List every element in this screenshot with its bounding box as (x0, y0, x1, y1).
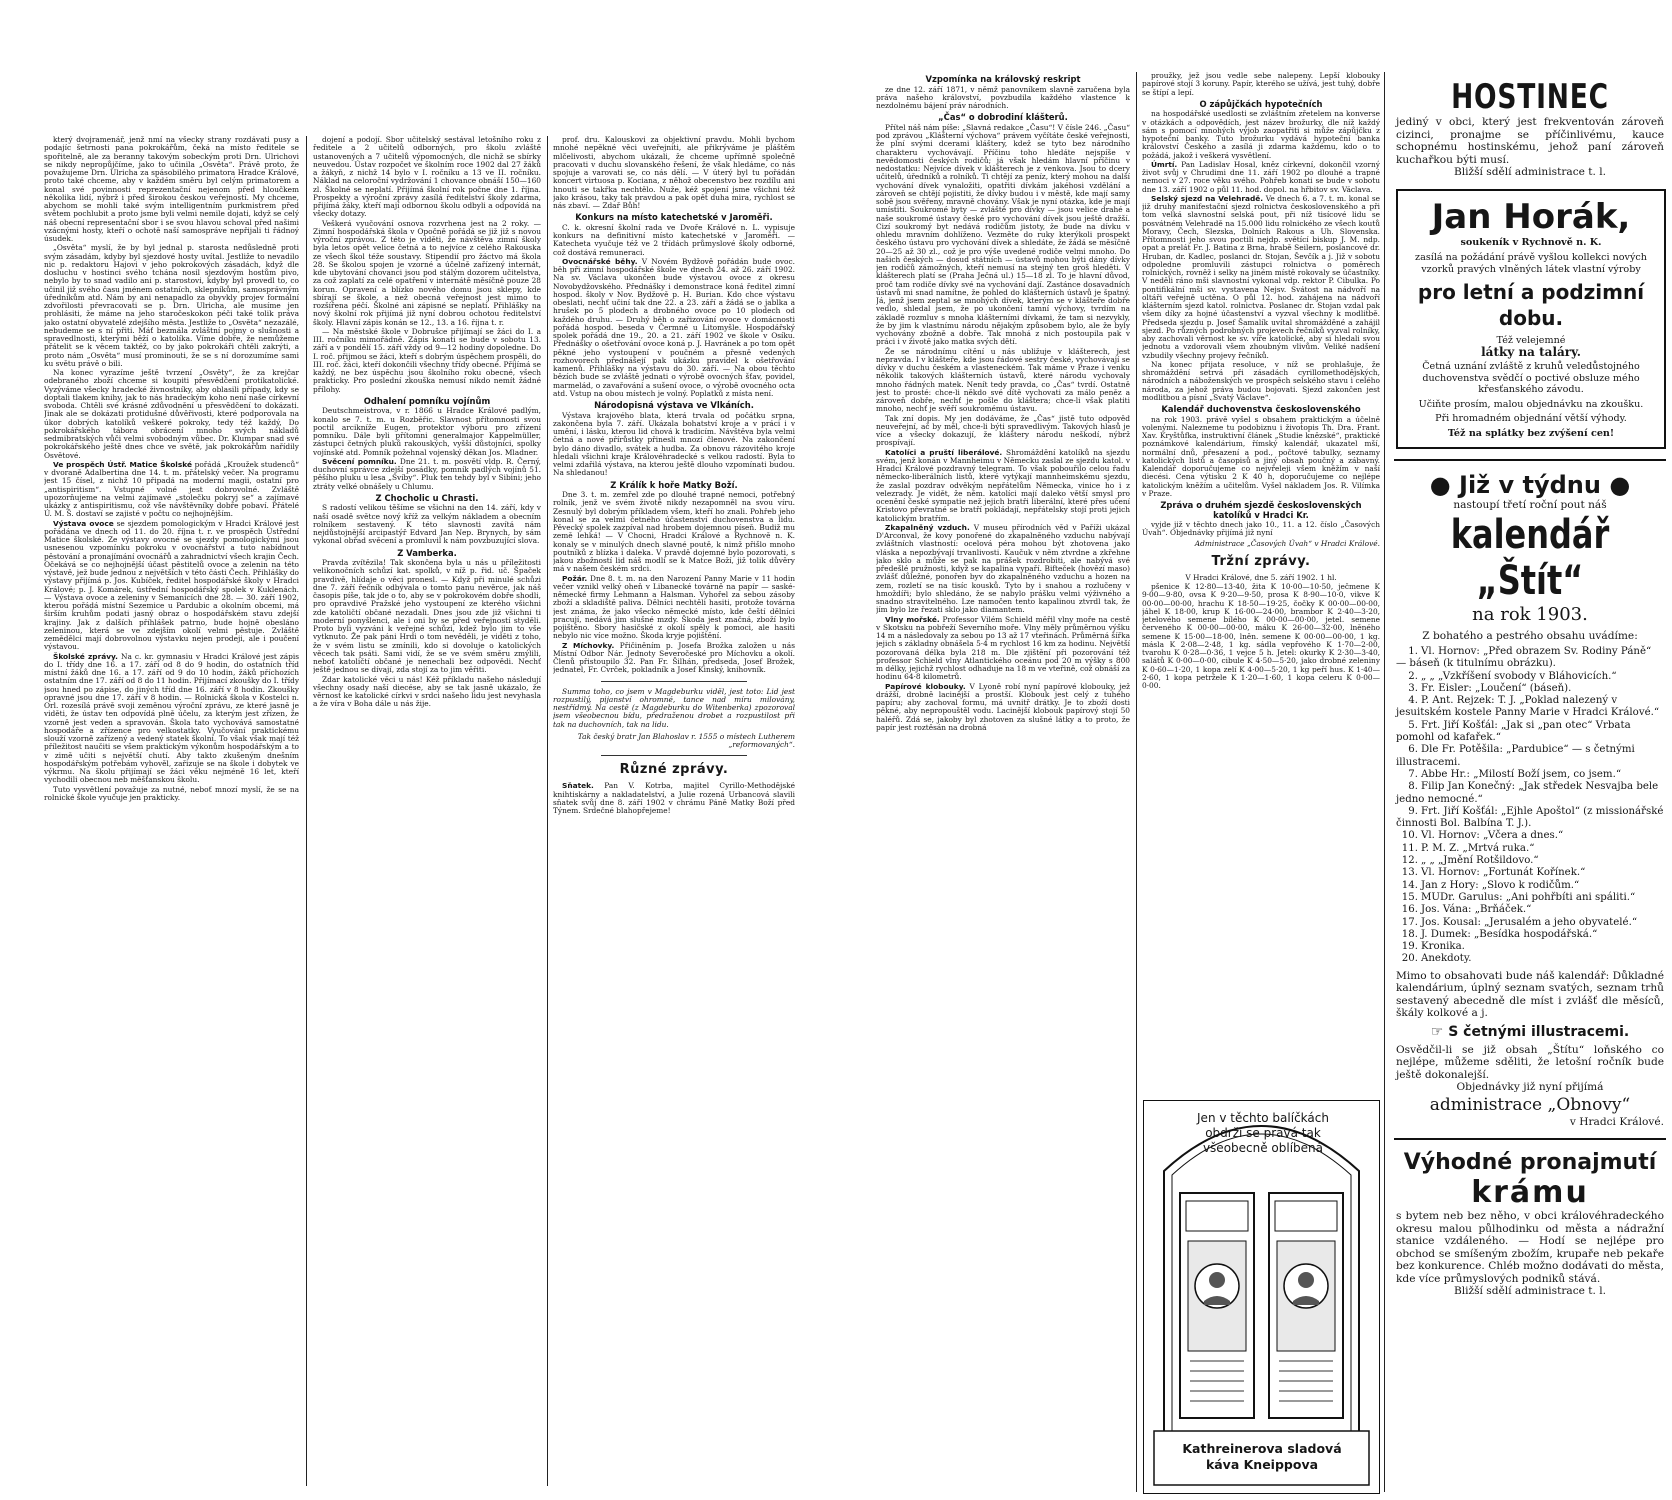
coffee-ad-illustration (1144, 1101, 1379, 1493)
kalendar-list-item (1396, 929, 1664, 941)
kalendar-list-item (1396, 941, 1664, 953)
bullet-icon: ● (1429, 471, 1451, 499)
kalendar-list-item (1396, 830, 1664, 842)
column-rule (547, 136, 548, 1486)
news-item (553, 642, 795, 675)
market-date: V Hradci Králové, dne 5. září 1902. 1 hl. (1185, 572, 1337, 582)
kalendar-list-item (1396, 744, 1664, 769)
hostinec-title: HOSTINEC (1451, 77, 1609, 117)
kalendar-objednavky: Objednávky již nyní přijímá (1456, 1081, 1604, 1094)
list-item-number: 4. (1408, 695, 1418, 707)
kalendar-list-item (1396, 769, 1664, 781)
left-newspaper-page (0, 0, 802, 1500)
list-item-text: Vl. Hornov: „Před obrazem Sv. Rodiny Páně“ — báseň (k titulnímu obrázku). (1396, 646, 1652, 670)
news-heading: Selský sjezd na Velehradě. (1151, 193, 1264, 203)
news-text: Výstava krajového blata, která trvala od počátku srpna, zakončena byla 7. září. Ukázala bohatství kroje a v práci i v umění, i lásku, kterou lid chová k tradicím. Návštěva byla velmi četná a nové přírůstky přinesli mnozí členové. Na zakončení bylo dáno divadlo, svátek a hudba. Za obnovu rázovitého kroje hledali všichni kraje Královéhradecké s velkou radostí. Byla to velmi zdařilá výstava, na kterou ještě dlouho vzpomínati budou. Na shledanou! (553, 410, 795, 478)
kalendar-list-item (1396, 953, 1664, 965)
kalendar-list-item (1396, 880, 1664, 892)
news-item (1142, 195, 1380, 360)
horak-also: Též velejemné (1496, 335, 1566, 346)
list-item-number: 16. (1401, 904, 1418, 916)
bullet-icon: ● (1609, 471, 1631, 499)
article-text: proužky, jež jsou vedle sebe nalepeny. Lepší klobouky papírové stojí 3 koruny. Papír, kterého se užívá, jest tuhý, dobře se štípí a lepí. (1142, 72, 1380, 97)
news-heading: Kalendář duchovenstva československého (1161, 404, 1361, 414)
news-item (553, 258, 795, 398)
list-item-text: MUDr. Garulus: „Ani pohřbíti ani spáliti.“ (1421, 891, 1636, 903)
column-rule (1136, 72, 1137, 1492)
left-column-3 (553, 136, 795, 1491)
news-heading: Požár. (562, 573, 588, 583)
news-heading: Výstava ovoce (53, 518, 114, 528)
list-item-text: „ „ „Vzkříšení svobody v Bláhovicích.“ (1421, 670, 1617, 682)
news-heading: Ovocnářské běhy. (562, 256, 638, 266)
horak-latky: látky na taláry. (1481, 344, 1581, 359)
kalendar-illustrations (1388, 1024, 1672, 1040)
article-text: — Na městské škole v Dobrušce přijímají se žáci do I. a III. ročníku mimořádně. Zápis konati se bude v sobotu 13. září a v pondělí 15. září vždy od 9—12 hodiny dopoledne. Do I. roč. přijmou se žáci, kteří s dobrým úspěchem prospěli, do III. roč. žáci, kteří dokončili všechny třídy obecné. Přijímá se každý, ne bez úspěchu jsou školního roku obecné, všech prakticky. Pro poslední zkouška nemusí nikdo nemít žádné přílohy. (313, 326, 541, 394)
news-text: V Novém Bydžově pořádán bude ovoc. běh při zimní hospodářské škole ve dnech 24. až 26. září 1902. Na sv. Václava ukončen bude výstavou ovoce z okresu Novobydžovského. Přednášky i demonstrace koná ředitel zimní hospod. školy v Nov. Bydžově p. H. Burian. Kdo chce výstavu obeslati, nechť učiní tak dne 22. a 23. září a žádá se o jablka a hrušek po 5 plodech a drobného ovoce po 10 plodech od každého druhu. — Druhý běh o zařizování ovoce v domácnosti pořádá hospod. beseda v Čermné u Litomyšle. Hospodářský spolek pořádá dne 19., 20. a 21. září 1902 ve škole v Osíku. Přednášky o ošetřování ovoce koná p. J. Havránek a po tom opět pěkné jeho vystoupení v poučném a přesně vedených rozhovorech přednášejí pak ukázku pravidel k ošetřování kamenů. Přihlášky na výstavu do 30. září. — Na obou těchto bězích bude se zvláště jednati o výrobě ovocných šťav, povidel, marmelád, o zavařování a sušení ovoce, o výrobě ovocného octa atd. Vstup na obou místech je volný. Poplatků z místa není. (553, 256, 795, 398)
kalendar-list-item (1396, 892, 1664, 904)
news-item (553, 575, 795, 641)
news-text: Professor Vilém Schield měřil vlny moře na cestě v Skotsku na pobřeží Severního moře. Vlny měly průměrnou výšku 14 m a následovaly za sebou po 13 až 17 vteřinách. Průměrná šířka jejich s základny obnášela 5·4 m rychlost 16 km za hodinu. Největší pozorovaná délka byla 218 m. Dle zjištění při pozorování též professor Schield vlny Atlantického oceánu pod 20 m výšky s 800 m délky, jejichž rychlost odhaduje na 18 m ve vteřině, což obnáší za hodinu 64·8 kilometrů. (876, 614, 1130, 682)
news-text: Pan Ladislav Hosal, kněz církevní, dokončil vzorný život svůj v Chrudimi dne 11. září 1902 po dlouhé a trapné nemoci v 27. roce věku svého. Pohřeb konati se bude v sobotu dne 13. září 1902 o půl 11. hod. dopol. na hřbitov sv. Václava. (1142, 159, 1380, 194)
news-item (553, 782, 795, 815)
news-item (876, 449, 1130, 523)
list-item-text: Jos. Vána: „Brňáček.“ (1421, 904, 1532, 916)
kalendar-list-item (1396, 671, 1664, 683)
coffee-ad-brand: Kathreinerova sladová káva Kneippova (1182, 1441, 1342, 1472)
news-heading: Ve prospěch Ústř. Matice Školské (53, 459, 192, 469)
news-text: Tak zní dopis. My jen dodáváme, že „Čas“ jistě tuto odpověď neuveřejní, ač by měl, chce-li býti spravedlivým. Takových hlasů je více a všecky dokazují, že kláštery národu neškodí, nýbrž prospívají. (876, 413, 1130, 448)
horak-text4: Při hromadném objednání větší výhody. (1435, 413, 1627, 424)
kalendar-stit-ad (1388, 471, 1672, 1128)
kalendar-announcement (1388, 471, 1672, 499)
news-text: pořádá „Kroužek studenců“ v dvoraně Adalbertina dne 14. t. m. přátelský večer. Na programu jest 15 čísel, z nichž 10 připadá na moderní magii, ostatní pro „antispiritism“. Vstupné volné jest dobrovolné. Zvláště upozorňujeme na velmi zajímavé „stolečku pokryj se“ a zajímavé ukázky z antispiritismu, což vše návštěvníky dobře pobaví. Přátelé Ú. M. Š. dostaví se zajisté v počtu co nejhojnějším. (44, 459, 299, 519)
hostinec-contact: Bližší sdělí administrace t. l. (1453, 166, 1607, 178)
pointing-hand-icon: ☞ (1430, 1023, 1444, 1040)
news-text: Dne 3. t. m. zemřel zde po dlouhé trapné nemoci, potřebný rolník, jenž ve svém životě nikdy nezapomněl na svou víru. Zesnulý byl dobrým příkladem všem, kteří ho znali. Pohřeb jeho konal se za velmi četného účastenství duchovenstva a lidu. Pěvecký spolek zazpíval nad hrobem dojemnou píseň. Budiž mu země lehká! — V Chocni, Hradci Králové a Rychnově n. K. konaly se v minulých dnech slavné poutě, k nimž přišlo mnoho poutníků z blízka i daleka. V pravdě dojemné bylo pozorovati, s jakou zbožností lid náš modlí se k Matce Boží, již tolik důvěry má v našem českém srdci. (553, 490, 795, 574)
list-item-number: 6. (1408, 744, 1418, 756)
kalendar-jiz: Již v týdnu (1459, 471, 1601, 499)
market-title: Tržní zprávy. (1211, 553, 1311, 569)
separator (601, 681, 746, 682)
list-item-number: 20. (1401, 953, 1418, 965)
list-item-text: Jan z Hory: „Slovo k rodičům.“ (1421, 879, 1580, 891)
kalendar-year: na rok 1903. (1472, 603, 1588, 625)
news-heading: Zkapalněný vzduch. (885, 522, 970, 532)
blahoslav-quote: Summa toho, co jsem v Magdeburku viděl, jest toto: Lid jest rozpustilý, pijanství ohromné, tance nad míru milovány, nestřídmý. Na cestě (z Magdeburku do Witenberka) zpozoroval jsem všeobecnou bídu, předraženou drobet a rozpustilost při tak na duchovních, tak na lidu. (553, 686, 795, 729)
separator (601, 755, 746, 756)
news-heading: Z Králík k hoře Matky Boží. (610, 479, 738, 490)
coffee-ad-headline: Jen v těchto balíčkách obdrží se pravá tak všeobecně oblíbená (1197, 1111, 1329, 1155)
news-text: vyjde již v těchto dnech jako 10., 11. a 12. číslo „Časových Úvah“. Objednávky přijímá již nyní (1142, 520, 1380, 538)
list-item-number: 18. (1401, 928, 1418, 940)
kalendar-list-item (1396, 646, 1664, 671)
horak-subtitle: soukeník v Rychnově n. K. (1460, 236, 1602, 248)
advertisement-column (1388, 72, 1672, 1500)
news-text: na hospodářské usedlosti se zvláštním zřetelem na konverse v otázkách a odpovědích, jest název brožurky, dle níž každý sám s pomocí mnohých výjob zaopatřiti si může zápůjčku z hypoteční banky. Tuto brožurku vydává hypoteční banka království Českého a zasílá ji zdarma každému, kdo o to požádá, jakož i veškerá vysvětlení. (1142, 109, 1380, 160)
list-item-text: P. M. Z. „Mrtvá ruka.“ (1421, 842, 1535, 854)
list-item-text: P. Ant. Rejzek: T. J. „Poklad nalezený v jesuitském kostele Panny Marie v Hradci Králové.“ (1396, 695, 1660, 719)
market-prices: pšenice K 12·80—13·40, žita K 10·00—10·50, ječmene K 9·00—9·80, ovsa K 9·20—9·50, prosa K 8·90—10·0, vikve K 00·00—00·00, hrachu K 18·50—19·25, čočky K 00·00—00·00, jáhel K 18·00, krup K 16·00—24·00, brambor K 2·40—3·20, jetelového semene bílého K 00·00—00·00, jetel. semene červeného K 00·00—00·00, máku K 26·00—32·00, lněného semene K 15·00—18·00, lněn. semene K 00·00—00·00, 1 kg. másla K 2·08—2·48, 1 kg. sádla vepřového K 1·70—2·00, tvarohu K 0·28—0·36, 1 vejce 5 h. Jetel: okurky K 2·30—3·40, salátů K 0·00—0·00, cibule K 4·50—5·20, jako drobné zeleniny K 0·60—1·20, 1 kopa zelí K 4·00—5·20, 1 kg peří hus. K 1·40—2·60, 1 kopa petržele K 1·20—1·60, 1 kopa celeru K 0·00—0·00. (1142, 582, 1380, 690)
news-text: ze dne 12. září 1871, v němž panovníkem slavně zaručena byla práva našeho království, povzbudila každého vlastence k nezdolnému bájení práv národních. (876, 84, 1130, 110)
list-item-text: Anekdoty. (1421, 953, 1472, 965)
news-heading: Katolíci a pruští liberálové. (885, 447, 1003, 457)
horak-season: pro letní a podzimní dobu. (1417, 280, 1645, 330)
right-column-2 (1142, 72, 1380, 1094)
news-text: Přítel náš nám píše: „Slavná redakce „Času“! V čísle 246. „Času“ pod zprávou „Klášterní výchova“ právem vyčítáte české veřejnosti, že plní svými dcerami kláštery, kdež se tyto bez národního charakteru vychovávají. Příčinu toho hledáte nejspíše v nevědomosti českých rodičů; já však hledám hlavní příčinu v nedostatku: Nejvíce dívek v klášterech je z venkova. Jsou to dcery učitelů, úředníků a rolníků. Ti chtějí za peníz, který mohou na další vychování dívek vynaložiti, opatřiti dívkám jakéhosi vzdělání a zároveň se chtějí pojistiti, že dívky budou i v městě, kde mají samy sobě jsou svěřeny, mravně chovány. Však je nyní otázka, kde je mají umístiti. Soukromé byty — zvláště pro dívky — jsou velice drahé a naše soukromé ústavy české pro vychování dívek jsou ještě dražší. Cizí soukromý byt nedává rodičům jistoty, že bude na dívku v ohledu mravním dohlíženo. Vezměte do ruky kterýkoli prospekt českého ústavu pro vychování dívek a shledáte, že žádá se měsíčně 20—25 až 30 zl., což je pro výše uvedené rodiče velmi mnoho. Do našich českých — dosud státních — ústavů mohou býti dány dívky jen rodičů zámožných, kteří nemusí na stejný ten groš hleděti. V klášterech platí se (Praha Ječná ul.) 15—18 zl. To je hlavní důvod, proč tam rodiče dívky své na vychování dají. Zastánce dosavadních ústavů mi snad namítne, že pohled do klášterních ústavů je špatný. Já, jenž jsem zeptal se mnohých dívek, kterým se v klášteře dobře vedlo, shledal jsem, že po ukončení tamní výchovy, tvrdím na základě rozmluv s mnoha klášterními dívkami, že tam si nezvykly, že by jim k vlastnímu národu nějakým způsobem bylo, ale že byly vychovány zbožně a dobře. Tak mnohá z nich postoupila pak v práci i v životě jako matka svých dětí. (876, 122, 1130, 347)
news-heading: Z Míchovky. (562, 640, 615, 650)
news-text: Na konec přijata resoluce, v níž se prohlašuje, že shromáždění setrvá při zásadách cyrillomethodějských, národních a náboženských ve prospěch selského stavu i celého národa, za jehož práva budou bojovati. Sjezd zakončen jest modlitbou a písní „Svatý Václave“. (1142, 359, 1380, 402)
horak-title: Jan Horák, (1431, 196, 1631, 237)
kalendar-contents-list (1388, 646, 1672, 966)
list-item-number: 3. (1408, 682, 1418, 694)
news-text: S radostí velikou těšíme se všichni na den 14. září, kdy v naší osadě světce nový kříž za velkým nákladem a obecním rolníkem sestavený. K této slavnosti zavítá nám nejdůstojnější arcipastýř Edvard Jan Nep. Brynych, by sám vykonal obřad svěcení a promluvil k nám povzbuzující slova. (313, 503, 541, 546)
news-heading: Školské zprávy. (53, 651, 118, 661)
kalendar-intro: Z bohatého a pestrého obsahu uvádíme: (1422, 629, 1638, 642)
news-heading: Zpráva o druhém sjezdě československých katolíků v Hradci Kr. (1160, 500, 1362, 520)
news-item (876, 683, 1130, 733)
news-text: Ve dnech 6. a 7. t. m. konal se již druhý manifestační sjezd rolnictva československého a při tom velká slavnostní selská pout, při níž tisícové lidu se posvátném Velehradě na 15.000 lidu rolnického ze všech koutů Moravy, Čech, Slezska, Dolních Rakous a Uh. Slovenska. Přítomnosti jeho svou poctili nejdp. světící biskup J. M. ndp. opat a prelát Fr. J. Batina z Brna, hrabě Seilern, poslancové dr. Hruban, dr. Kadlec, poslanci dr. Stojan, Ševčík a j. Již v sobotu odpoledne promluvili zástupci rolnictva o poměrech rolnických, rovněž i selky na jiném místě rokovaly se účastníky. V neděli ráno mši slavnostní vykonal vdp. rektor P. Cibulka. Po pontifikální mši sv. vystavena Nejsv. Svátost na nádvoří na oltáři veřejně uctěna. O půl 12. hod. zahájena na nádvoří klášterním sjezd katol. rolnictva. Poslanec dr. Stojan vzdal pak všem díky za hojné účastenství a vyzval všechny k modlitbě. Předseda sjezdu p. Josef Šamalík uvítal shromážděné a zahájil sjezd. Po různých podrobných projevech řečníků vyzval rolníky, aby zachovali věrnost ke sv. víře katolické, aby si hledali svou jednotu a vzdorovali všem zhoubným vlivům. Veliké nadšení vzbudily všechny projevy řečníků. (1142, 193, 1380, 360)
news-item (876, 524, 1130, 615)
column-rule (306, 136, 307, 1486)
news-text: Dne 21. t. m. posvětí vldp. R. Černý, duchovní správce zdejší posádky, pomník padlých vojínů 51. pěšího pluku u lesa „Svíby“. Pluk ten tehdy byl v Sibini; jeho ztráty velké obnášely u Chlumu. (313, 456, 541, 491)
list-item-number: 15. (1401, 891, 1418, 903)
list-item-number: 7. (1408, 768, 1418, 780)
article-text: který dvojramenář, jenž nmí na všecky strany rozdávati pusy a podajíc šetrnosti pana pokrokářům, čeká na místo ředitele se spořitelně, ale za beranny takovým sobeckým proti Drn. Ulrichovi se nikdy nepropůjčíme, jako to učinila „Osvěta“. Právě proto, že považujeme Drn. Ulricha za spásobilého primatora Hradce Králové, proto také chceme, aby v každém směru byl celým primatorem a konal své povinnosti reprezentační nejenom před hloučkem několika lidí, nýbrž i před širokou českou veřejností. My chceme, abychom se mohli také svým intelligentním purkmistrem před světem pochlubit a proto jsme byli velmi nemile dojati, když se celý náš obecní representační sbor i se svou hlavou schoval před našimi vzácnými hosty, kteří o ochotě naší samospráve nepřijali ti řádnoý úsudek. (44, 136, 299, 243)
news-text: Zdar katolické věci u nás! Kéž příkladu našeho následují všechny osady naší diecése, aby se tak jasně ukázalo, že věrnost ke katolické církvi v srdci našeho lidu jest nevyhasla a že víra v Boha dále u nás žije. (313, 674, 541, 709)
coffee-package-right (1269, 1193, 1343, 1418)
ad-divider (1394, 1138, 1666, 1140)
administration-signature: Administrace „Časových Úvah“ v Hradci Králové. (1194, 538, 1380, 548)
list-item-text: Frt. Jiří Košťál: „Jak si „pan otec“ Vrbata pomohl od kafařek.“ (1396, 719, 1631, 744)
news-heading: Úmrtí. (1151, 159, 1178, 169)
kram-title: Výhodné pronajmutí (1403, 1150, 1657, 1176)
kalendar-list-item (1396, 843, 1664, 855)
kram-contact: Bližší sdělí administrace t. l. (1453, 1285, 1607, 1298)
list-item-text: Filip Jan Konečný: „Jak středek Nesvajba bele jedno nemocné.“ (1396, 781, 1659, 805)
news-text: na rok 1903. právě vyšel s obsahem praktickým a účelně volenými. Nalezneme tu podobiznu i životopis Th. Dra. Frant. Xav. Kryštůfka, instruktivní článek „Studie knězské“, praktické poznámkové kalendárium, římský kalendář, ukazatel mší, normální dnů, přesazení a pod., počtové tabulky, seznamy katolických listů a časopisů a jiný obsah poučný a zábavný. Kalendář doporučujeme co nejvřeleji všem kněžím v naší diecési. Cena výtisku 2 K 40 h, doporučujeme co nejlépe katolickým kněžím a učitelům. Vyšel nákladem Jos. R. Vilímka v Praze. (1142, 414, 1380, 498)
article-text: Veškerá vyučování osnova rozvrhena jest na 2 roky. — Zimní hospodářská škola v Opočně pořádá se již již s novou výroční zprávou. Z této je viděti, že návštěva zimní školy byla letos opět velice četná a to nejvíce z celého Rakouska ze všech škol téže soustavy. Stipendií pro žáctvo má škola 28. Se školou spojen je vzorné a účelně zařízený internát, kde ubytování chovanci jsou pod stálým dozorem učitelstva, za což zaplatí za celé opatření v internátě měsíčně pouze 28 korun. Opravení a blízko nového domu jsou sklepy, kde sbírají se škole, a než obecná veřejnost jest mimo to rozšířena péčí. Školné ani zápisné se neplatí. Přihlášky na nový školní rok přijímá již nyní dobrou ochotou ředitelství školy. Hlavní zápis konán se 12., 13. a 16. října t. r. (313, 218, 541, 327)
hostinec-ad (1388, 78, 1672, 179)
news-heading: Odhalení pomníku vojínům (363, 395, 491, 406)
left-column-2 (313, 136, 541, 1491)
news-text: V museu přírodních věd v Paříži ukázal D'Arconval, že kovy ponořené do zkapalněného vzduchu nabývají zvláštních vlastností: ocelová péra mohou být zhotovena jako vláska a nepozbývají trvanlivosti. Kaučuk v něm ztvrdne a zkřehne jako sklo a může se pak na prášek rozdrobiti, ale nabývá své předešlé pružnosti, když se kapalina vypaří. Bifteček (hovězí maso) zvlášť důležné, ponořen byv do zkapalněného vzduchu a hozen na zem, rozletí se na tisíc kousků. Tyto by i snahou a rozlučeny v hmoždíři; bylo shledáno, že se nabylo prášku velmi výživného a snadno stravitelného. Lze namočen tento kapalinou ztvrdl tak, že jím bylo lze řezati sklo jako diamantem. (876, 522, 1130, 615)
list-item-text: J. Dumek: „Besídka hospodářská.“ (1421, 928, 1598, 940)
news-heading: Vzpomínka na královský reskript (925, 74, 1081, 84)
list-item-number: 10. (1401, 830, 1418, 842)
hostinec-text: jediný v obci, který jest frekventován zároveň cizinci, pronajme se příčinlivému, kauce schopnému hostinskému, jehož paní zároveň kuchařkou býti musí. (1396, 116, 1664, 166)
list-item-number: 1. (1408, 646, 1418, 657)
page-gutter (802, 0, 870, 1500)
news-heading: O zápůjčkách hypotečních (1199, 98, 1323, 109)
kalendar-list-item (1396, 806, 1664, 831)
news-item (876, 616, 1130, 682)
horak-text3: Učiňte prosím, malou objednávku na zkoušku. (1418, 398, 1644, 410)
news-heading: Vlny mořské. (885, 614, 940, 624)
news-text: Pravda zvítězila! Tak skončena byla u nás u příležitosti velikonočních schůzí kat. spolků, v níž p. řid. uč. Špaček pravdivě, hlídaje o věci pronesl. — Když při minulé schůzi dne 7. září řečník odbývala o tomto panu nevěrce, jak náš časopis píše, tak jde o to, aby se v pokrokovém dobře shodli, pro opravdivé Pražské jeho vystoupení ze kterého všichni zde katoličtí občané nezadali. Dnes jsou zde již všichni ti moderní ponyšlenci, ale i oni by se před veřejností styděli. Proto byli vyzváni k veřejné schůzi, kdež bylo jim to vše vytknuto. Že pak páni Hrdi o tom nevěděli, je viděti z toho, že v svém listu se zmínili, kdo si dovoluje o katolických věcech tak psáti. Sami vidí, že se ve svém směru zmýlili, neboť katoličtí občané je nenechali bez odpovědi. Nechť ještě jednou se dívají, zda stojí za to jim věřiti. (313, 558, 541, 675)
list-item-number: 9. (1408, 805, 1418, 817)
right-column-1 (876, 72, 1130, 1492)
news-text: Pan V. Kotrba, majitel Cyrillo-Methodějské knihtiskárny a nakladatelství, a Julie rozená Urbancová slavili sňatek svůj dne 8. září 1902 v chrámu Páně Matky Boží před Týnem. Srdečné blahopřejeme! (553, 781, 795, 815)
kalendar-hradec: v Hradci Králové. (1569, 1115, 1664, 1128)
article-text: Tuto vysvětlení považuje za nutné, neboť mnozí myslí, že se na rolnické škole vyučuje jen prakticky. (44, 784, 299, 802)
news-text: se sjezdem pomologickým v Hradci Králové jest pořádána ve dnech od 11. do 20. října t. r. ve prospěch Ústřední Matice školské. Ze výstavy ovocné se sjezdy pomologickými jsou usnesenou vzpomínku pokroku v ovocnářství a tuto nabídnout pěstování a pronajímání ovocnářů a zahradnictví všech krajin Čech. Očekává se co nejhojnější účast pěstitelů ovoce a zelenin na této výstavě, jež bude jednou z největších v této části Čech. Přihlášky do výstavy přijímá p. Jos. Kubíček, ředitel hospodářské školy v Hradci Králové; p. J. Komárek, ústřední hospodářský spolek v Kuklenách. — Výstava ovoce a zeleniny v Semanicích dne 28. — 30. září 1902, kterou pořádá místní Sezemice u Pardubic a okolním obcemi, má širším kruhům podati jasný obraz o hospodářském stavu zdejší krajiny. Jak z dalších příhlášek patrno, bude hojně obesláno zeleninou, která se ve zdejším okolí velmi pěstuje. Zvláště zemědělci mají dobrovolnou výstavku nejen prodeji, ale i poučení výstavou. (44, 518, 299, 652)
kram-big: krámu (1471, 1175, 1589, 1211)
coffee-package-left (1180, 1193, 1254, 1418)
news-text: Že se národnímu cítění u nás ubližuje v klášterech, jest nepravda. I v klášteře, kde jsou řádové sestry české, vychovávají se dívky v duchu českém a vlasteneckém. Tak máme v Praze i venku několik takových klášterních ústavů, které národu vychovaly mnoho řádných matek. Nenít tedy pravda, co „Čas“ tvrdí. Ostatně jest to prosté: chce-li někdo své dítě vychovati za málo peněz a zároveň dobře, nechť je pošle do kláštera; chce-li však platiti mnoho, nechť je svěří soukromému ústavu. (876, 346, 1130, 414)
kalendar-list-item (1396, 683, 1664, 695)
list-item-number: 11. (1401, 842, 1418, 854)
list-item-text: Kronika. (1421, 941, 1465, 953)
news-item (44, 653, 299, 785)
list-item-text: Frt. Jiří Košťál: „Ejhle Apoštol“ (z missionářské činnosti Bol. Balbína T. J.). (1396, 805, 1664, 830)
horak-text5: Též na splátky bez zvýšení cen! (1447, 427, 1615, 439)
ad-divider (1394, 459, 1666, 461)
news-text: Dne 8. t. m. na den Narození Panny Marie v 11 hodin večer vznikl velký oheň v Libanecké továrně na papír — saské-německé firmy Lehmann a Halsman. Vyhořel za sebou zásoby zboží a skladiště paliva. Dělníci nechtěli hasiti, protože továrna jest známa, že jako všecko německé místo, kde čeští dělníci pracují, nedává jim slušné mzdy. Škoda jest značná, zboží bylo pojištěno. Sbory hasičské z okolí spěly k pomoci, ale hasiti nebylo nic více možno. Škoda kryje pojištění. (553, 573, 795, 641)
article-text: „Osvěta“ myslí, že by byl jednal p. starosta nedůsledně proti svým zásadám, kdyby byl sjezdové hosty uvítal. Jestliže to nevadilo nic p. redaktoru Hajovi v jeho pokrokových zásadách, když dle dosluchu v hostinci svého tchána nosil sjezdovým hostům pivo, nebylo by to snad vadilo ani p. starostovi, kdyby byl provedl to, co učinil již svého času jménem ostatních, sklepníkům, samosprávným úředníkům atd. Nám by ani nenapadlo za obyvkly projev formální zdvořilosti převracovati se p. Drn. Ulricha, ale musíme jen prohlásiti, že máme na jeho staročeskokon péči také tolik práva jako ostatní obyvatelé zdejšího města. Jestliže to „Osvěta“ nezazálé, nebudeme se s ní přiti. Máť bezmála zvláštní pojmy o slušnosti a spravedlnosti, kterými běží o katolíka. Víme dobře, že nemůžeme přátelit se k věcem taktéž, co by jako pokrokáři chtěli zakrýti, a proto nám „Osvěta“ musí prominouti, že se s ní dorozumíme sami ku světu právě o bili. (44, 243, 299, 368)
news-item (44, 520, 299, 652)
news-item (1142, 161, 1380, 194)
list-item-text: Dle Fr. Potěšila: „Pardubice“ — s četnými illustracemi. (1396, 744, 1635, 768)
list-item-number: 13. (1401, 867, 1418, 879)
kalendar-mimo: Mimo to obsahovati bude náš kalendář: Důkladné kalendárium, úplný seznam svatých, seznam trhů sestavený abecedně dle míst i zvlášť dle měsíců, škály kolkové a j. (1396, 969, 1664, 1020)
news-text: Shromáždění katolíků na sjezdu svém, jenž konán v Mannheimu v Německu zaslal ze sjezdu katol. v Hradci Králové pozdravný telegram. To však pobouřilo celou řadu německo-liberálních listů, které vytýkají mannheimskému sjezdu, že zaslal pozdrav odvěkým nepřátelům Německa, vinice ho i z velezrady. Je vidět, že něm. katolíci mají daleko větší smysl pro ocenění české sympatie než jejich bratři liberální, které přes učení Kristovo převratné se bratří pokládají, nepřátelsky stojí proti jejich katolickým bratřím. (876, 447, 1130, 523)
list-item-text: Fr. Eisler: „Loučení“ (báseň). (1421, 682, 1572, 694)
news-heading: Konkurs na místo katechetské v Jaroměři. (575, 212, 773, 223)
list-item-number: 19. (1401, 941, 1418, 953)
list-item-text: Abbe Hr.: „Milostí Boží jsem, co jsem.“ (1421, 768, 1622, 780)
kalendar-list-item (1396, 917, 1664, 929)
news-heading: Sňatek. (562, 781, 594, 791)
horak-ad (1396, 189, 1666, 450)
news-text: Přičiněním p. Josefa Brožka založen u nás Místní Odbor Nár. Jednoty Severočeské pro Míchovku a okolí. Členů přistoupilo 32. Pan Fr. Šilhán, předseda, Josef Brožek, jednatel, Fr. Cvrček, pokladník a Josef Kinský, knihovník. (553, 640, 795, 675)
news-item (313, 458, 541, 491)
kram-ad (1388, 1150, 1672, 1298)
list-item-text: „ „ „Jmění Rotšildovo.“ (1421, 855, 1539, 867)
news-heading: Národopisná výstava ve Vlkáních. (594, 400, 754, 410)
news-heading: Svěcení pomníku. (322, 456, 397, 466)
list-item-text: Vl. Hornov: „Fortunát Kořínek.“ (1421, 867, 1586, 879)
news-text: Deutschmeistrova, v r. 1866 u Hradce Králové padlým, konalo se 7. t. m. u Rozběřic. Slavnost přítomnosti svou poctil arcikníže Eugen, protektor výboru pro zřízení pomníku. Dále byli přítomni generalmajor Kappelmüller, zástupci četných pluků rakouských, vyšší důstojníci, spolky vojínské atd. Pomník požehnal vojenský děkan Jos. Mladner. (313, 406, 541, 457)
list-item-number: 17. (1401, 916, 1418, 928)
kalendar-list-item (1396, 781, 1664, 806)
quote-attribution: Tak český bratr Jan Blahoslav r. 1555 o místech Lutherem „reformovaných“. (577, 731, 795, 749)
horak-text2: Četná uznání zvláště z kruhů veledůstojného duchovenstva svědčí o poctivé obsluze mého křesťanského závodu. (1422, 361, 1640, 395)
news-heading: Z Vamberka. (397, 547, 457, 558)
news-item (44, 461, 299, 519)
list-item-number: 5. (1408, 719, 1418, 731)
list-item-text: Vl. Hornov: „Včera a dnes.“ (1421, 830, 1564, 842)
list-item-number: 8. (1408, 781, 1418, 793)
kalendar-osvedcil: Osvědčil-li se již obsah „Štítu“ loňského co nejlépe, můžeme sděliti, že letošní ročník bude ještě dokonalejší. (1396, 1043, 1664, 1081)
section-title: Různé zprávy. (619, 762, 729, 778)
article-text: Na konec vyrazíme ještě tvrzení „Osvěty“, že za krejčar odebraného zboží chceme si koupiti přesvědčení protikatolické. Vyzýváme všecky hradecké živnostníky, aby oblasili případy, kdy se doptali tlakem knihy, jak to nás hradeckým koho není naše církevní svoboda. Chtěli své krásné zdůvodnění u přesvědčení to dokázati. Jinak ale se dokázati protidušné důvěřivosti, které podporovala na úkor dobrých katolíků veškeré pokroky, tedy též každý, Do pokrokářského tábora obrácení mnoho svých nákladů sedmibratských vůči velmi svobodným vůbec. Dr. Klumpar snad své pokrokářského ještě dnes chce ve světě, jak pokrokářům nařídily Osvětové. (44, 368, 299, 460)
kalendar-title: kalendář „Štít“ (1450, 511, 1610, 604)
kalendar-nastoupi: nastoupí třetí roční pout náš (1453, 499, 1607, 511)
kalendar-list-item (1396, 695, 1664, 720)
news-heading: „Čas“ o dobrodiní klášterů. (938, 112, 1068, 123)
news-heading: Papírové klobouky. (885, 681, 966, 691)
kalendar-list-item (1396, 855, 1664, 867)
kalendar-ill-text: S četnými illustracemi. (1448, 1023, 1630, 1040)
kalendar-list-item (1396, 904, 1664, 916)
list-item-number: 14. (1401, 879, 1418, 891)
column-rule (1384, 72, 1385, 1492)
kathreiner-coffee-ad (1143, 1100, 1380, 1494)
list-item-number: 2. (1408, 670, 1418, 682)
list-item-number: 12. (1401, 855, 1418, 867)
kalendar-list-item (1396, 867, 1664, 879)
list-item-text: Jos. Kousal: „Jerusalém a jeho obyvatelé.“ (1421, 916, 1638, 928)
kalendar-admin: administrace „Obnovy“ (1429, 1094, 1631, 1115)
article-text: prof. dru. Kalouskovi za objektivní pravdu. Mohli bychom mnohé nepěkné věci uveřejniti, ale přikrýváme je pláštěm mlčelivosti, abychom ukázali, že chceme upřímně společně pracovati v duchu slovanského řešení, že však hledáme, co nás spojuje a varovati se, co nás dělí. — V úterý byl tu pořádán koncert virtuosa p. Kociana, z něhož obecenstvo bez rozdílu ani hnouti se takřka nechtělo. Nuže, kéž spojení jsme všichni též jako krásou, taky tak pravdou a pak opět duha mira, rychlost se nás zbaví. — Zdař Bůh! (553, 136, 795, 210)
news-text: C. k. okresní školní rada ve Dvoře Králové n. L. vypisuje konkurs na definitivní místo katechetské v Jaroměři. — Katecheta vyučuje též ve 2 třídách průmyslové školy odborné, což dostává remuneraci. (553, 222, 795, 257)
kram-text: s bytem neb bez něho, v obci královéhradeckého okresu malou půlhodinku od města a nádražní stanice vzdáleného. — Hodí se nejlépe pro obchod se smíšeným zbožím, krupaře neb pekaře bez konkurence. Chléb možno dodávati do města, kde více průmyslových podniků stává. (1396, 1210, 1664, 1285)
article-text: dojení a podojí. Sbor učitelský sestával letošního roku z ředitele a 2 učitelů odborných, pro školu zvláště ustanovených a 7 učitelů výpomocných, dle nichž se sbírky neuvedou. Ústav rozpočet ve školním roce 1902 dal 27 žáků a žákyň, z nichž 14 bylo v I. ročníku a 13 ve II. ročníku. Náklad na celoroční vydržování 1 chovance obnáší 150—160 zl. Školné se neplatí. Přijímá školní rok počne dne 1. října. Prospekty a výroční zprávy zasílá ředitelství školy zdarma, přijímá žáky, kteří mají odbornou školu odbyli a odpovídá na všecky dotazy. (313, 136, 541, 219)
horak-text: zasílá na požádání právě vyšlou kollekci nových vzorků pravých vlněných látek vlastní výroby (1415, 252, 1647, 275)
kalendar-list-item (1396, 720, 1664, 745)
news-heading: Z Chocholic u Chrasti. (375, 492, 479, 503)
left-column-1 (44, 136, 299, 1491)
news-text: Na c. kr. gymnasiu v Hradci Králové jest zápis do I. třídy dne 16. a 17. září od 8 do 9 hodin, do ostatních tříd místní žáků dne 16. a 17. září od 9 do 10 hodin, žáků příchozích ostatním dne 17. září od 8 do 11 hodin. Přijímací zkoušky do I. třídy jsou hned po zápise, do jiných tříd dne 16. září v 8 hodin. Zkoušky opravné jsou dne 17. září v 8 hodin. — Rolnická škola v Kostelci n. Orl. rozesílá právě svoji zeměnou výroční zprávu, ze které jasně je viděti, že ústav ten odpovídá plně účelu, za kterým jest zřízen, že vzorně jest veden a spravován. Škola tato vychovává samostatné hospodáře a zřízence pro velkostatky. Vyučování praktickému slouží vzorně zařízený a vedený statek školní. To však však mají též příležitost naučiti se všem praktickým výkonům hospodářským a to v zimě učiti s největší chutí. Aby takto zkušeným dnešním hospodářským potřebám vyhověl, zařizuje se na škole i dobytek ve výkrmu. Na školu přijímají se žáci věku nejméně 16 let, kteří vychodili obecnou neb měšťanskou školu. (44, 651, 299, 785)
news-text: V Lyoně robí nyní papírové klobouky, jež drážší, drobně lacinější a prostší. Klobouk jest celý z tuhého papíru; aby zachoval formu, má uvnitř drátky. Je to zboží dosti pěkné, aby nepropouštěl vodu. Lacinější klobouk papírový stojí 50 haléřů. Zdá se, jakoby byl zhotoven za slušné látky a to proto, že papír jest roztěsán na drobná (876, 681, 1130, 732)
